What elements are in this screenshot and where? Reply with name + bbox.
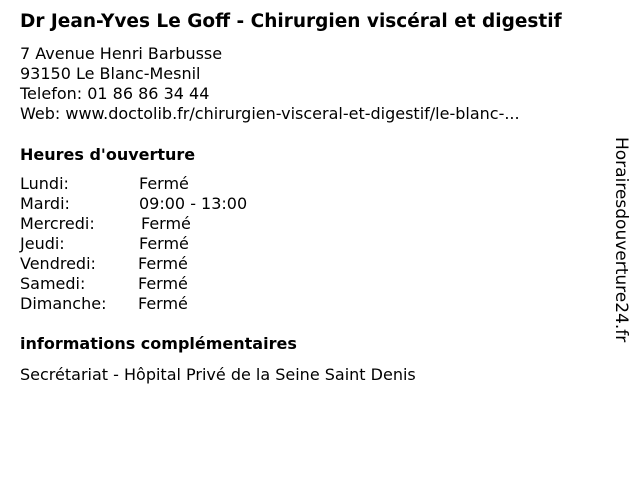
- hours-day: Vendredi:: [20, 254, 96, 273]
- hours-day: Jeudi:: [20, 234, 65, 253]
- hours-time: Fermé: [138, 254, 188, 273]
- contact-info: [20, 44, 520, 124]
- hours-day: Mardi:: [20, 194, 70, 213]
- hours-day: Mercredi:: [20, 214, 95, 233]
- hours-day: Lundi:: [20, 174, 69, 193]
- page-title: Dr Jean-Yves Le Goff - Chirurgien viscéral et digestif: [20, 11, 562, 32]
- additional-info-heading: informations complémentaires: [20, 334, 297, 353]
- hours-heading: Heures d'ouverture: [20, 145, 196, 164]
- city-address: 93150 Le Blanc-Mesnil: [20, 64, 201, 83]
- opening-hours-list: [20, 174, 320, 314]
- hours-time: Fermé: [138, 294, 188, 313]
- hours-row-dimanche: [20, 294, 320, 314]
- hours-row-jeudi: [20, 234, 320, 254]
- hours-time: Fermé: [138, 274, 188, 293]
- phone-number: Telefon: 01 86 86 34 44: [20, 84, 210, 103]
- hours-row-mercredi: [20, 214, 320, 234]
- hours-time: Fermé: [139, 234, 189, 253]
- hours-row-mardi: [20, 194, 320, 214]
- hours-row-vendredi: [20, 254, 320, 274]
- hours-time: Fermé: [141, 214, 191, 233]
- hours-row-lundi: [20, 174, 320, 194]
- hours-time: 09:00 - 13:00: [139, 194, 248, 213]
- site-watermark: Horairesdouverture24.fr: [611, 137, 631, 343]
- hours-day: Samedi:: [20, 274, 86, 293]
- hours-row-samedi: [20, 274, 320, 294]
- additional-info-text: Secrétariat - Hôpital Privé de la Seine Saint Denis: [20, 365, 416, 384]
- street-address: 7 Avenue Henri Barbusse: [20, 44, 223, 63]
- hours-time: Fermé: [139, 174, 189, 193]
- hours-day: Dimanche:: [20, 294, 107, 313]
- website-link[interactable]: Web: www.doctolib.fr/chirurgien-visceral-et-digestif/le-blanc-...: [20, 104, 520, 123]
